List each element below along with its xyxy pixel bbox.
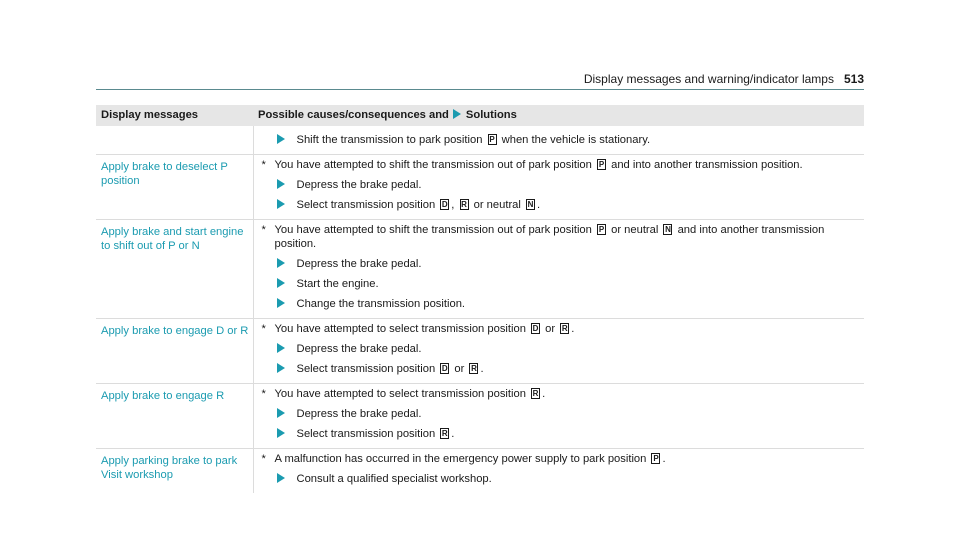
- solution-cell: [253, 319, 864, 384]
- solution-cell: [253, 155, 864, 220]
- solution-step: Shift the transmission to park position P when the vehicle is stationary.: [262, 133, 865, 147]
- cause-text: * You have attempted to select transmission position D or R .: [261, 323, 575, 335]
- section-title: Display messages and warning/indicator lamps: [583, 72, 834, 86]
- triangle-right-icon: [277, 473, 285, 483]
- gear-key-r: R: [561, 324, 568, 333]
- table-row: [96, 126, 864, 155]
- solution-step: Change the transmission position.: [262, 297, 865, 311]
- table-row: [96, 449, 864, 494]
- triangle-right-icon: [277, 343, 285, 353]
- page-header: [584, 72, 864, 86]
- gear-key-p: P: [489, 135, 495, 144]
- gear-key-r: R: [532, 389, 539, 398]
- gear-key-d: D: [532, 324, 539, 333]
- solution-step: Depress the brake pedal.: [262, 342, 865, 356]
- solution-step: Depress the brake pedal.: [262, 407, 865, 421]
- gear-key-p: P: [598, 160, 605, 169]
- gear-key-p: P: [598, 225, 605, 234]
- gear-key-d: D: [441, 200, 448, 209]
- solution-cell: [253, 126, 864, 155]
- table-row: [96, 220, 864, 319]
- cause-text: * You have attempted to shift the transmission out of park position P and into another transmission position.: [261, 159, 803, 171]
- message-cell-empty: [96, 126, 253, 155]
- solution-step: Select transmission position D or R .: [262, 362, 865, 376]
- solution-step: Depress the brake pedal.: [262, 178, 865, 192]
- table-row: [96, 319, 864, 384]
- gear-key-n: N: [665, 225, 671, 234]
- message-text: Apply brake to engage D or R: [96, 319, 253, 384]
- triangle-right-icon: [277, 428, 285, 438]
- cause-text: * You have attempted to select transmission position R .: [261, 388, 546, 400]
- col-header-causes: [253, 105, 864, 126]
- table-row: [96, 155, 864, 220]
- gear-key-r: R: [461, 200, 467, 209]
- col-header-causes-prefix: Possible causes/consequences and: [258, 109, 449, 121]
- triangle-right-icon: [277, 408, 285, 418]
- gear-key-r: R: [441, 429, 448, 438]
- message-text: Apply brake to deselect P position: [96, 155, 253, 220]
- triangle-right-icon: [277, 278, 285, 288]
- triangle-right-icon: [277, 258, 285, 268]
- solution-cell: [253, 384, 864, 449]
- gear-key-n: N: [527, 200, 534, 209]
- solution-step: Start the engine.: [262, 277, 865, 291]
- gear-key-p: P: [653, 454, 659, 463]
- gear-key-r: R: [471, 364, 477, 373]
- table-row: [96, 384, 864, 449]
- display-messages-table: [96, 105, 864, 493]
- page-number: 513: [843, 72, 864, 86]
- cause-text: * A malfunction has occurred in the emergency power supply to park position P .: [261, 453, 666, 465]
- triangle-right-icon: [277, 363, 285, 373]
- solution-cell: [253, 449, 864, 494]
- table-header-row: [96, 105, 864, 126]
- triangle-right-icon: [277, 298, 285, 308]
- message-text: Apply parking brake to park Visit workshop: [96, 449, 253, 494]
- solution-step: Select transmission position D , R or neutral N .: [262, 198, 865, 212]
- solution-step: Consult a qualified specialist workshop.: [262, 472, 865, 486]
- triangle-right-icon: [277, 199, 285, 209]
- triangle-right-icon: [277, 179, 285, 189]
- solution-step: Depress the brake pedal.: [262, 257, 865, 271]
- solution-cell: [253, 220, 864, 319]
- header-rule: [96, 89, 864, 90]
- col-header-solutions: Solutions: [465, 109, 517, 121]
- triangle-right-icon: [277, 134, 285, 144]
- triangle-right-icon: [453, 109, 461, 119]
- solution-step: Select transmission position R .: [262, 427, 865, 441]
- cause-text: * You have attempted to shift the transmission out of park position P or neutral N and into another transmission position.: [261, 224, 825, 250]
- message-text: Apply brake to engage R: [96, 384, 253, 449]
- message-text: Apply brake and start engine to shift out of P or N: [96, 220, 253, 319]
- col-header-display-messages: Display messages: [96, 105, 253, 126]
- gear-key-d: D: [441, 364, 448, 373]
